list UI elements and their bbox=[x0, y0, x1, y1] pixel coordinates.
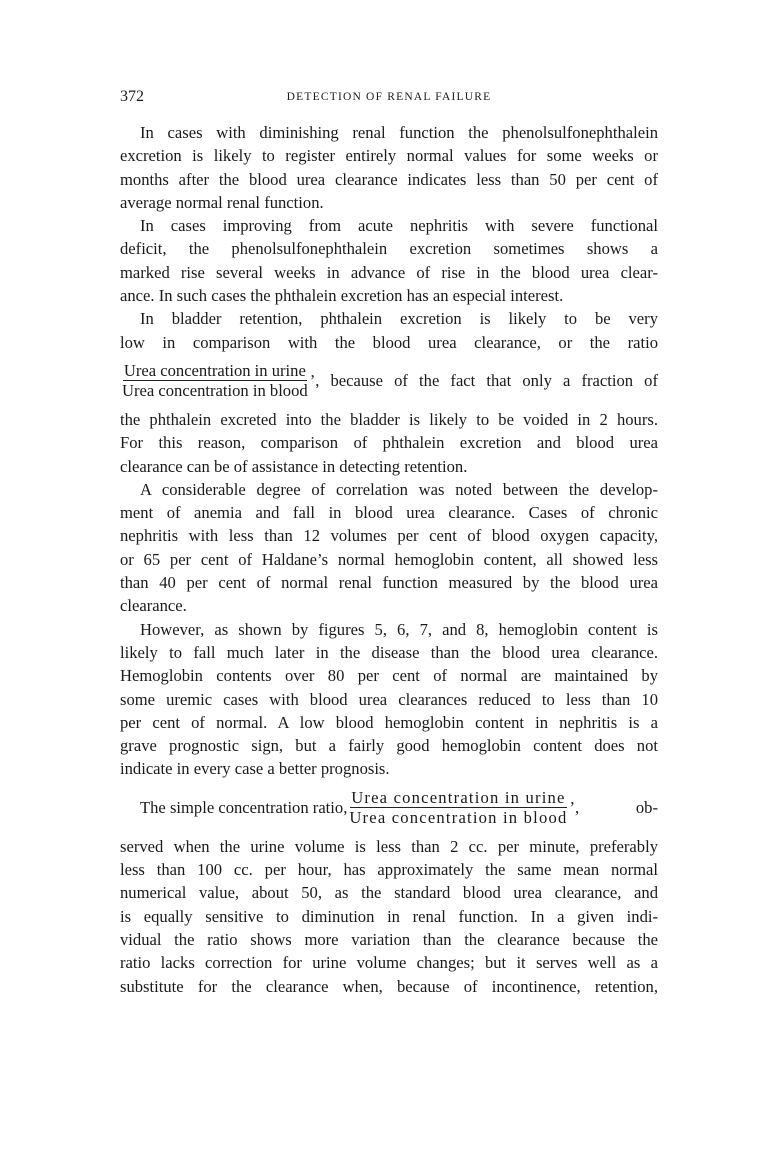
page-header bbox=[120, 88, 658, 108]
text-line: clearance can be of assistance in detecting retention. bbox=[120, 456, 468, 476]
body-text bbox=[120, 121, 658, 998]
text-line: likely to fall much later in the disease than the blood urea clearance. bbox=[120, 642, 658, 662]
fraction-numerator: Urea concentration in urine bbox=[123, 361, 306, 381]
fraction-trailing-text: ’, ob- bbox=[569, 797, 658, 817]
text-line: or 65 per cent of Haldane’s normal hemoglobin content, all showed less bbox=[120, 549, 658, 569]
fraction-trailing-text: ’, because of the fact that only a fraction of bbox=[309, 370, 658, 390]
text-line: substitute for the clearance when, because of incontinence, retention, bbox=[120, 976, 658, 996]
text-line: per cent of normal. A low blood hemoglobin content in nephritis is a bbox=[120, 712, 658, 732]
text-line: the phthalein excreted into the bladder is likely to be voided in 2 hours. bbox=[120, 409, 658, 429]
fraction-line bbox=[120, 354, 658, 408]
text-line: marked rise several weeks in advance of rise in the blood urea clear- bbox=[120, 262, 658, 282]
text-line: In bladder retention, phthalein excretion is likely to be very bbox=[140, 309, 658, 329]
text-line: clearance. bbox=[120, 596, 187, 616]
fraction-numerator: Urea concentration in urine bbox=[351, 788, 566, 808]
urea-ratio-fraction bbox=[122, 361, 308, 400]
fraction-line bbox=[120, 781, 658, 835]
fraction-denominator: Urea concentration in blood bbox=[349, 808, 568, 828]
text-line: deficit, the phenolsulfonephthalein excretion sometimes shows a bbox=[120, 239, 658, 259]
text-line: excretion is likely to register entirely normal values for some weeks or bbox=[120, 146, 658, 166]
text-line: served when the urine volume is less than 2 cc. per minute, preferably bbox=[120, 836, 658, 856]
text-line: grave prognostic sign, but a fairly good hemoglobin content does not bbox=[120, 736, 658, 756]
paragraph bbox=[120, 618, 658, 781]
running-head: DETECTION OF RENAL FAILURE bbox=[286, 91, 492, 103]
text-line: Hemoglobin contents over 80 per cent of normal are maintained by bbox=[120, 666, 658, 686]
paragraph bbox=[120, 121, 658, 214]
fraction-lead-text: The simple concentration ratio, bbox=[140, 797, 348, 817]
text-line: some uremic cases with blood urea clearances reduced to less than 10 bbox=[120, 689, 658, 709]
text-line: indicate in every case a better prognosis. bbox=[120, 759, 390, 779]
paragraph bbox=[120, 781, 658, 998]
text-line: ratio lacks correction for urine volume changes; but it serves well as a bbox=[120, 953, 658, 973]
text-line: numerical value, about 50, as the standard blood urea clearance, and bbox=[120, 883, 658, 903]
text-line: ment of anemia and fall in blood urea clearance. Cases of chronic bbox=[120, 503, 658, 523]
text-line: than 40 per cent of normal renal function measured by the blood urea bbox=[120, 573, 658, 593]
fraction-denominator: Urea concentration in blood bbox=[122, 381, 308, 401]
paragraph bbox=[120, 478, 658, 618]
text-line: months after the blood urea clearance indicates less than 50 per cent of bbox=[120, 169, 658, 189]
text-line: is equally sensitive to diminution in renal function. In a given indi- bbox=[120, 906, 658, 926]
paragraph bbox=[120, 214, 658, 307]
text-line: For this reason, comparison of phthalein excretion and blood urea bbox=[120, 433, 658, 453]
text-line: less than 100 cc. per hour, has approximately the same mean normal bbox=[120, 860, 658, 880]
text-line: low in comparison with the blood urea clearance, or the ratio bbox=[120, 332, 658, 352]
text-line: However, as shown by figures 5, 6, 7, and 8, hemoglobin content is bbox=[140, 619, 658, 639]
urea-ratio-fraction bbox=[349, 788, 567, 827]
text-line: A considerable degree of correlation was noted between the develop- bbox=[140, 479, 658, 499]
text-line: vidual the ratio shows more variation than the clearance because the bbox=[120, 929, 658, 949]
text-line: ance. In such cases the phthalein excretion has an especial interest. bbox=[120, 286, 564, 306]
text-line: In cases improving from acute nephritis with severe functional bbox=[140, 216, 658, 236]
page-number: 372 bbox=[120, 88, 144, 105]
paragraph bbox=[120, 307, 658, 477]
text-line: average normal renal function. bbox=[120, 192, 324, 212]
text-line: In cases with diminishing renal function the phenolsulfonephthalein bbox=[140, 123, 658, 142]
text-line: nephritis with less than 12 volumes per cent of blood oxygen capacity, bbox=[120, 526, 658, 546]
